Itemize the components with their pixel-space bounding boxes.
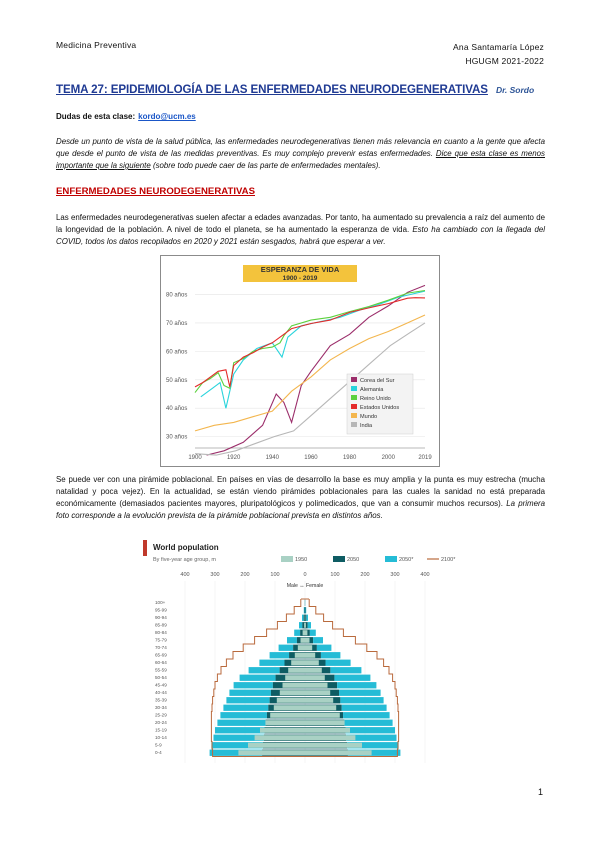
bar-1950	[248, 743, 362, 748]
legend-swatch	[385, 556, 397, 562]
age-label: 60-64	[155, 660, 167, 665]
body-paragraph-1	[56, 212, 545, 248]
age-label: 75-79	[155, 637, 167, 643]
legend-label: 2100*	[441, 557, 456, 563]
bar-1950	[274, 705, 336, 710]
x-tick-label: 100	[330, 572, 340, 578]
bar-2050-male-outer	[270, 652, 289, 658]
bar-2050-female-outer	[317, 645, 332, 651]
header-course: HGUGM 2021-2022	[465, 56, 544, 66]
legend-swatch	[351, 422, 357, 427]
bar-2050-male-outer	[249, 667, 280, 673]
age-label: 15-19	[155, 727, 167, 733]
chart-title: ESPERANZA DE VIDA	[260, 265, 340, 274]
bar-1950	[255, 735, 356, 740]
bar-1950	[304, 623, 306, 628]
bar-2050-female-outer	[340, 697, 383, 703]
bar-2050-male-outer	[215, 727, 265, 733]
legend-label: Mundo	[360, 414, 378, 420]
bar-1950	[283, 683, 328, 688]
y-tick-label: 70 años	[166, 320, 188, 327]
x-tick-label: 100	[270, 572, 280, 578]
x-tick-label: 400	[180, 572, 190, 578]
bar-2050-female-outer	[308, 622, 311, 628]
bar-2050-female-outer	[310, 630, 316, 636]
population-pyramid-chart	[141, 537, 458, 772]
header-subject: Medicina Preventiva	[56, 40, 137, 50]
age-label: 50-54	[155, 675, 167, 680]
bar-1950	[265, 720, 344, 725]
bar-2050-male-outer	[304, 607, 305, 613]
bar-2050-female-outer	[343, 712, 390, 718]
y-tick-label: 80 años	[166, 292, 188, 299]
x-tick-label: 2019	[418, 455, 432, 461]
bar-2050-male-outer	[226, 697, 269, 703]
bar-2050-female-outer	[306, 607, 307, 613]
bar-2050-male-outer	[259, 660, 284, 666]
bar-1950	[238, 750, 371, 755]
age-label: 55-59	[155, 667, 167, 673]
bar-1950	[301, 638, 310, 643]
age-label: 20-24	[155, 720, 167, 725]
age-label: 85-89	[155, 622, 167, 628]
legend-swatch	[351, 413, 357, 418]
legend-label: Estados Unidos	[360, 405, 400, 411]
x-tick-label: 0	[303, 572, 307, 578]
legend-swatch	[351, 395, 357, 400]
bar-1950	[277, 698, 333, 703]
age-label: 45-49	[155, 682, 167, 688]
x-tick-label: 300	[390, 572, 400, 578]
legend-swatch	[333, 556, 345, 562]
body-italic-2: La primera foto corresponde a la evolución prevista de la pirámide poblacional prevista en distintos años.	[56, 499, 545, 520]
bar-2050-male	[304, 607, 305, 613]
x-tick-label: 1920	[226, 455, 241, 461]
header-author-block	[453, 40, 544, 68]
bar-1950	[295, 653, 315, 658]
legend-swatch	[351, 404, 357, 409]
bar-2050-female-outer	[334, 675, 370, 681]
center-axis-label: Male ↔ Female	[286, 583, 324, 589]
age-label: 40-44	[155, 690, 167, 695]
legend-label: 2050*	[399, 557, 414, 563]
bar-2050-female-outer	[339, 690, 381, 696]
bar-1950	[270, 713, 340, 718]
age-label: 0-4	[155, 750, 162, 755]
age-label: 90-94	[155, 615, 167, 620]
bar-2050-female-outer	[321, 652, 340, 658]
intro-tail: (sobre todo puede caer de las parte de enfermedades mentales).	[152, 161, 381, 170]
legend-swatch	[281, 556, 293, 562]
body-text-2: Se puede ver con una pirámide poblacional. En países en vías de desarrollo la base es muy amplia y la punta es muy estrecha (mucha natalidad y poca vejez). En la actualidad, se están viendo pirámides poblacionales para las cuales la sanidad no está preparada económicamente (demasiados pacientes mayores, pluripatológicos y polimedicados, que van a consumir muchos recursos).	[56, 475, 545, 508]
legend-swatch	[351, 377, 357, 382]
chart-title: World population	[153, 543, 219, 552]
x-tick-label: 200	[360, 572, 370, 578]
legend-label: Reino Unido	[360, 396, 391, 402]
bar-1950	[288, 668, 322, 673]
age-label: 70-74	[155, 645, 167, 650]
intro-paragraph	[56, 136, 545, 172]
bar-2050-male-outer	[294, 630, 300, 636]
bar-2050-female-outer	[346, 727, 396, 733]
y-tick-label: 30 años	[166, 434, 188, 441]
bar-2050-male-outer	[299, 622, 302, 628]
bar-2050-male-outer	[279, 645, 294, 651]
body-paragraph-2	[56, 474, 545, 522]
y-tick-label: 50 años	[166, 377, 188, 384]
bar-1950	[298, 645, 312, 650]
body-text-1: Las enfermedades neurodegenerativas suelen afectar a edades avanzadas. Por tanto, ha aumentado su prevalencia a raíz del aumento de la longevidad de la población. A nivel de todo el planeta, se ha aumentado la esperanza de vida.	[56, 213, 545, 234]
bar-1950	[280, 690, 330, 695]
bar-2050-male-outer	[302, 615, 304, 621]
legend-label: 1950	[295, 557, 308, 563]
bar-1950	[260, 728, 350, 733]
age-label: 30-34	[155, 705, 167, 710]
legend-label: 2050	[347, 557, 360, 563]
questions-label: Dudas de esta clase:	[56, 112, 136, 121]
bar-2050-male-outer	[220, 712, 267, 718]
title-accent-bar	[143, 540, 147, 556]
legend-swatch	[351, 386, 357, 391]
questions-email-link[interactable]: kordo@ucm.es	[138, 112, 196, 121]
bar-2050-male-outer	[229, 690, 271, 696]
age-label: 65-69	[155, 652, 167, 658]
age-label: 25-29	[155, 712, 167, 718]
bar-2050-male-outer	[240, 675, 276, 681]
x-tick-label: 2000	[381, 455, 395, 461]
x-tick-label: 200	[240, 572, 250, 578]
questions-line	[56, 112, 196, 121]
bar-2050-female-outer	[306, 615, 308, 621]
bar-2050-female-outer	[313, 637, 323, 643]
header-student-name: Ana Santamaría López	[453, 42, 544, 52]
bar-2050-female-outer	[326, 660, 351, 666]
bar-2050-female-outer	[342, 705, 387, 711]
legend-label: Alemania	[360, 387, 384, 393]
bar-1950	[291, 660, 319, 665]
x-tick-label: 1960	[304, 455, 318, 461]
y-tick-label: 60 años	[166, 349, 188, 356]
legend-label: Corea del Sur	[360, 378, 395, 384]
x-tick-label: 1940	[265, 455, 279, 461]
life-expectancy-svg	[161, 256, 439, 466]
chart-subtitle: 1900 - 2019	[282, 275, 318, 282]
bar-2050-male-outer	[217, 720, 265, 726]
bar-2050-female-outer	[330, 667, 361, 673]
x-tick-label: 1900	[188, 455, 202, 461]
life-expectancy-chart	[160, 255, 440, 467]
population-pyramid-svg	[141, 537, 458, 772]
x-tick-label: 1980	[342, 455, 357, 461]
bar-2050-female-outer	[337, 682, 376, 688]
bar-2050-male-outer	[223, 705, 268, 711]
body-italic-1: Esto ha cambiado con la llegada del COVID, todos los datos recopilados en 2020 y 2021 están sesgados, habrá que esperar a ver.	[56, 225, 546, 246]
age-label: 5-9	[155, 742, 162, 748]
bar-2050-female-outer	[344, 720, 392, 726]
bar-2050-male-outer	[287, 637, 297, 643]
y-tick-label: 40 años	[166, 406, 188, 413]
age-label: 95-99	[155, 607, 167, 613]
lecturer-name: Dr. Sordo	[495, 85, 535, 95]
intro-text: Desde un punto de vista de la salud pública, las enfermedades neurodegenerativas tienen más relevancia en cuanto a la gente que afecta que desde el punto de vista de las medidas preventivas. Es muy complejo prevenir estas enfermedades.	[56, 137, 545, 158]
title-row	[56, 80, 546, 98]
chart-subtitle: By five-year age group, m	[153, 557, 216, 563]
intro-underlined: Dice que esta clase es menos importante que la siguiente	[56, 149, 545, 170]
section-title: ENFERMEDADES NEURODEGENERATIVAS	[56, 186, 255, 197]
page-number: 1	[537, 787, 543, 797]
x-tick-label: 400	[420, 572, 430, 578]
age-label: 100+	[155, 600, 166, 605]
legend-label: India	[360, 423, 373, 429]
age-label: 10-14	[155, 735, 167, 740]
bar-2050-male-outer	[234, 682, 273, 688]
age-label: 80-84	[155, 630, 167, 635]
bar-1950	[305, 615, 306, 620]
age-label: 35-39	[155, 697, 167, 703]
bar-2050-female	[305, 607, 306, 613]
bar-1950	[285, 675, 325, 680]
x-tick-label: 300	[210, 572, 220, 578]
bar-1950	[303, 630, 308, 635]
page-title: TEMA 27: EPIDEMIOLOGÍA DE LAS ENFERMEDADES NEURODEGENERATIVAS	[56, 83, 488, 96]
